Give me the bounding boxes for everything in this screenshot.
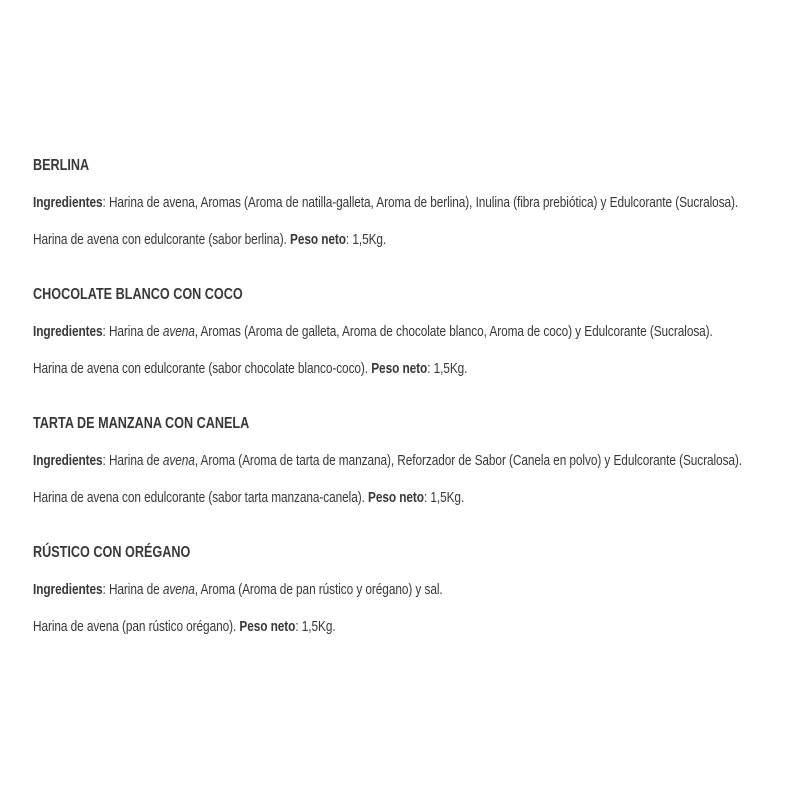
ingredients-line — [33, 193, 800, 212]
description-line — [33, 488, 800, 507]
ingredients-line — [33, 451, 800, 470]
text-run: : 1,5Kg. — [345, 231, 387, 248]
product-title: TARTA DE MANZANA CON CANELA — [33, 415, 250, 432]
text-run: Ingredientes — [33, 323, 103, 340]
text-run: : Harina de — [102, 581, 163, 598]
text-run: avena — [162, 323, 195, 340]
text-run: Peso neto — [289, 231, 346, 248]
ingredient-sections — [33, 156, 800, 636]
text-run: : Harina de — [102, 452, 163, 469]
text-run: avena — [162, 581, 195, 598]
text-run: Ingredientes — [33, 581, 103, 598]
text-run: Harina de avena con edulcorante (sabor tarta manzana-canela). — [33, 489, 369, 506]
description-line — [33, 359, 800, 378]
text-run: avena — [162, 452, 195, 469]
product-section — [33, 543, 800, 636]
description-line — [33, 230, 800, 249]
text-run: Peso neto — [239, 618, 296, 635]
text-run: : Harina de avena, Aromas (Aroma de natilla-galleta, Aroma de berlina), Inulina (fibra prebiótica) y Edulcorante (Sucralosa). — [102, 194, 739, 211]
text-run: , Aromas (Aroma de galleta, Aroma de chocolate blanco, Aroma de coco) y Edulcorante (Sucralosa). — [194, 323, 713, 340]
text-run: , Aroma (Aroma de pan rústico y orégano) y sal. — [194, 581, 443, 598]
product-title: BERLINA — [33, 157, 90, 174]
text-run: : 1,5Kg. — [427, 360, 468, 377]
description-line — [33, 617, 800, 636]
text-run: : 1,5Kg. — [423, 489, 465, 506]
text-run: Ingredientes — [33, 452, 103, 469]
ingredients-line — [33, 580, 800, 599]
text-run: Ingredientes — [33, 194, 103, 211]
text-run: Harina de avena (pan rústico orégano). — [33, 618, 240, 635]
text-run: Peso neto — [368, 489, 424, 506]
product-info-document — [33, 156, 800, 672]
product-title: RÚSTICO CON ORÉGANO — [33, 544, 191, 561]
text-run: , Aroma (Aroma de tarta de manzana), Reforzador de Sabor (Canela en polvo) y Edulcorante (Sucralosa). — [194, 452, 743, 469]
product-section — [33, 285, 800, 378]
text-run: : Harina de — [102, 323, 163, 340]
text-run: Peso neto — [371, 360, 428, 377]
text-run: Harina de avena con edulcorante (sabor berlina). — [33, 231, 290, 248]
ingredients-line — [33, 322, 800, 341]
product-title: CHOCOLATE BLANCO CON COCO — [33, 286, 243, 303]
text-run: Harina de avena con edulcorante (sabor chocolate blanco-coco). — [33, 360, 372, 377]
product-section — [33, 414, 800, 507]
text-run: : 1,5Kg. — [295, 618, 336, 635]
product-section — [33, 156, 800, 249]
